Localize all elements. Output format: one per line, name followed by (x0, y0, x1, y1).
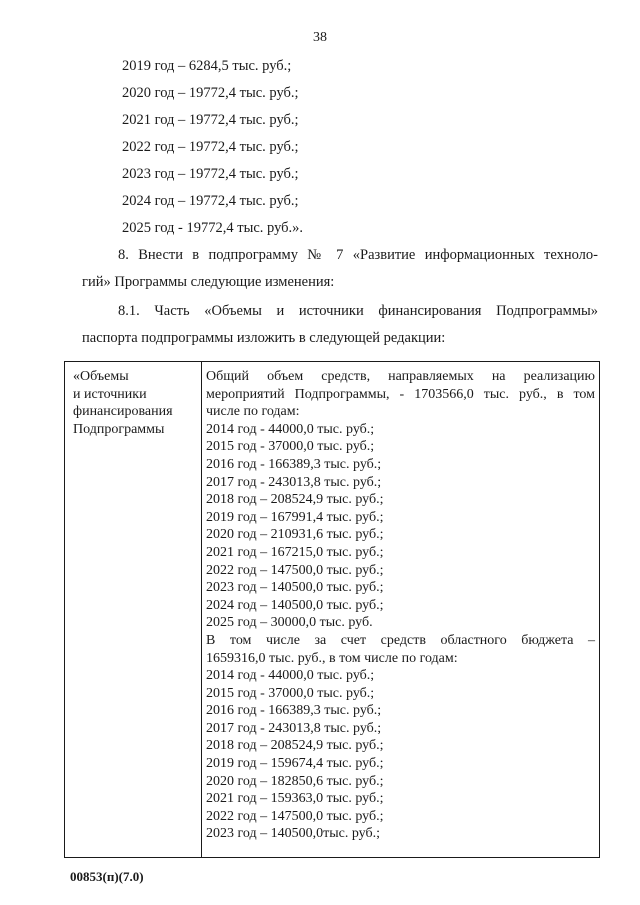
total-year-line: 2023 год – 140500,0 тыс. руб.; (206, 580, 384, 596)
total-year-line: 2025 год – 30000,0 тыс. руб. (206, 615, 373, 631)
passport-row-content (202, 362, 600, 858)
regional-year-line: 2018 год – 208524,9 тыс. руб.; (206, 738, 384, 754)
total-intro-line-3: числе по годам: (206, 404, 300, 420)
regional-year-line: 2019 год – 159674,4 тыс. руб.; (206, 756, 384, 772)
label-line: финансирования (73, 404, 173, 420)
funding-line-2025: 2025 год - 19772,4 тыс. руб.». (122, 220, 304, 236)
total-intro-line-2: мероприятий Подпрограммы, - 1703566,0 тыс. руб., в том (206, 386, 595, 402)
funding-line-2022: 2022 год – 19772,4 тыс. руб.; (122, 139, 299, 155)
regional-year-line: 2014 год - 44000,0 тыс. руб.; (206, 668, 375, 684)
funding-line-2019: 2019 год – 6284,5 тыс. руб.; (122, 58, 292, 74)
total-year-line: 2019 год – 167991,4 тыс. руб.; (206, 509, 384, 525)
label-line: и источники (73, 386, 147, 402)
total-year-line: 2021 год – 167215,0 тыс. руб.; (206, 544, 384, 560)
total-year-line: 2020 год – 210931,6 тыс. руб.; (206, 527, 384, 543)
paragraph-8-line-2: гий» Программы следующие изменения: (82, 274, 335, 290)
total-intro-line-1: Общий объем средств, направляемых на реализацию (206, 369, 595, 384)
total-year-line: 2017 год - 243013,8 тыс. руб.; (206, 474, 382, 490)
regional-year-line: 2015 год - 37000,0 тыс. руб.; (206, 685, 375, 701)
passport-row-label (65, 362, 202, 858)
page-number: 38 (313, 30, 327, 45)
regional-year-line: 2020 год – 182850,6 тыс. руб.; (206, 773, 384, 789)
total-year-line: 2024 год – 140500,0 тыс. руб.; (206, 597, 384, 613)
document-code: 00853(п)(7.0) (70, 869, 144, 884)
label-line: Подпрограммы (73, 421, 165, 437)
paragraph-8-line-1: 8. Внести в подпрограмму № 7 «Развитие информационных техноло- (118, 247, 598, 263)
funding-line-2020: 2020 год – 19772,4 тыс. руб.; (122, 85, 299, 101)
total-year-line: 2022 год – 147500,0 тыс. руб.; (206, 562, 384, 578)
paragraph-8 (82, 242, 598, 296)
total-year-line: 2016 год - 166389,3 тыс. руб.; (206, 456, 382, 472)
paragraph-8-1-line-1: 8.1. Часть «Объемы и источники финансирования Подпрограммы» (118, 303, 598, 319)
regional-year-line: 2021 год – 159363,0 тыс. руб.; (206, 791, 384, 807)
total-year-line: 2018 год – 208524,9 тыс. руб.; (206, 492, 384, 508)
funding-line-2023: 2023 год – 19772,4 тыс. руб.; (122, 166, 299, 182)
regional-year-line: 2017 год - 243013,8 тыс. руб.; (206, 720, 382, 736)
total-year-line: 2015 год - 37000,0 тыс. руб.; (206, 439, 375, 455)
label-line: «Объемы (73, 369, 129, 384)
regional-year-line: 2022 год – 147500,0 тыс. руб.; (206, 808, 384, 824)
passport-table (64, 361, 600, 858)
regional-intro-line-2: 1659316,0 тыс. руб., в том числе по годам: (206, 650, 458, 666)
regional-year-line: 2016 год - 166389,3 тыс. руб.; (206, 703, 382, 719)
funding-line-2024: 2024 год – 19772,4 тыс. руб.; (122, 193, 299, 209)
paragraph-8-1-line-2: паспорта подпрограммы изложить в следующей редакции: (82, 330, 446, 346)
regional-year-line: 2023 год – 140500,0тыс. руб.; (206, 826, 380, 842)
funding-line-2021: 2021 год – 19772,4 тыс. руб.; (122, 112, 299, 128)
total-year-line: 2014 год - 44000,0 тыс. руб.; (206, 421, 375, 437)
passport-row (65, 362, 600, 858)
paragraph-8-1 (82, 298, 598, 352)
regional-intro-line-1: В том числе за счет средств областного бюджета – (206, 632, 595, 648)
